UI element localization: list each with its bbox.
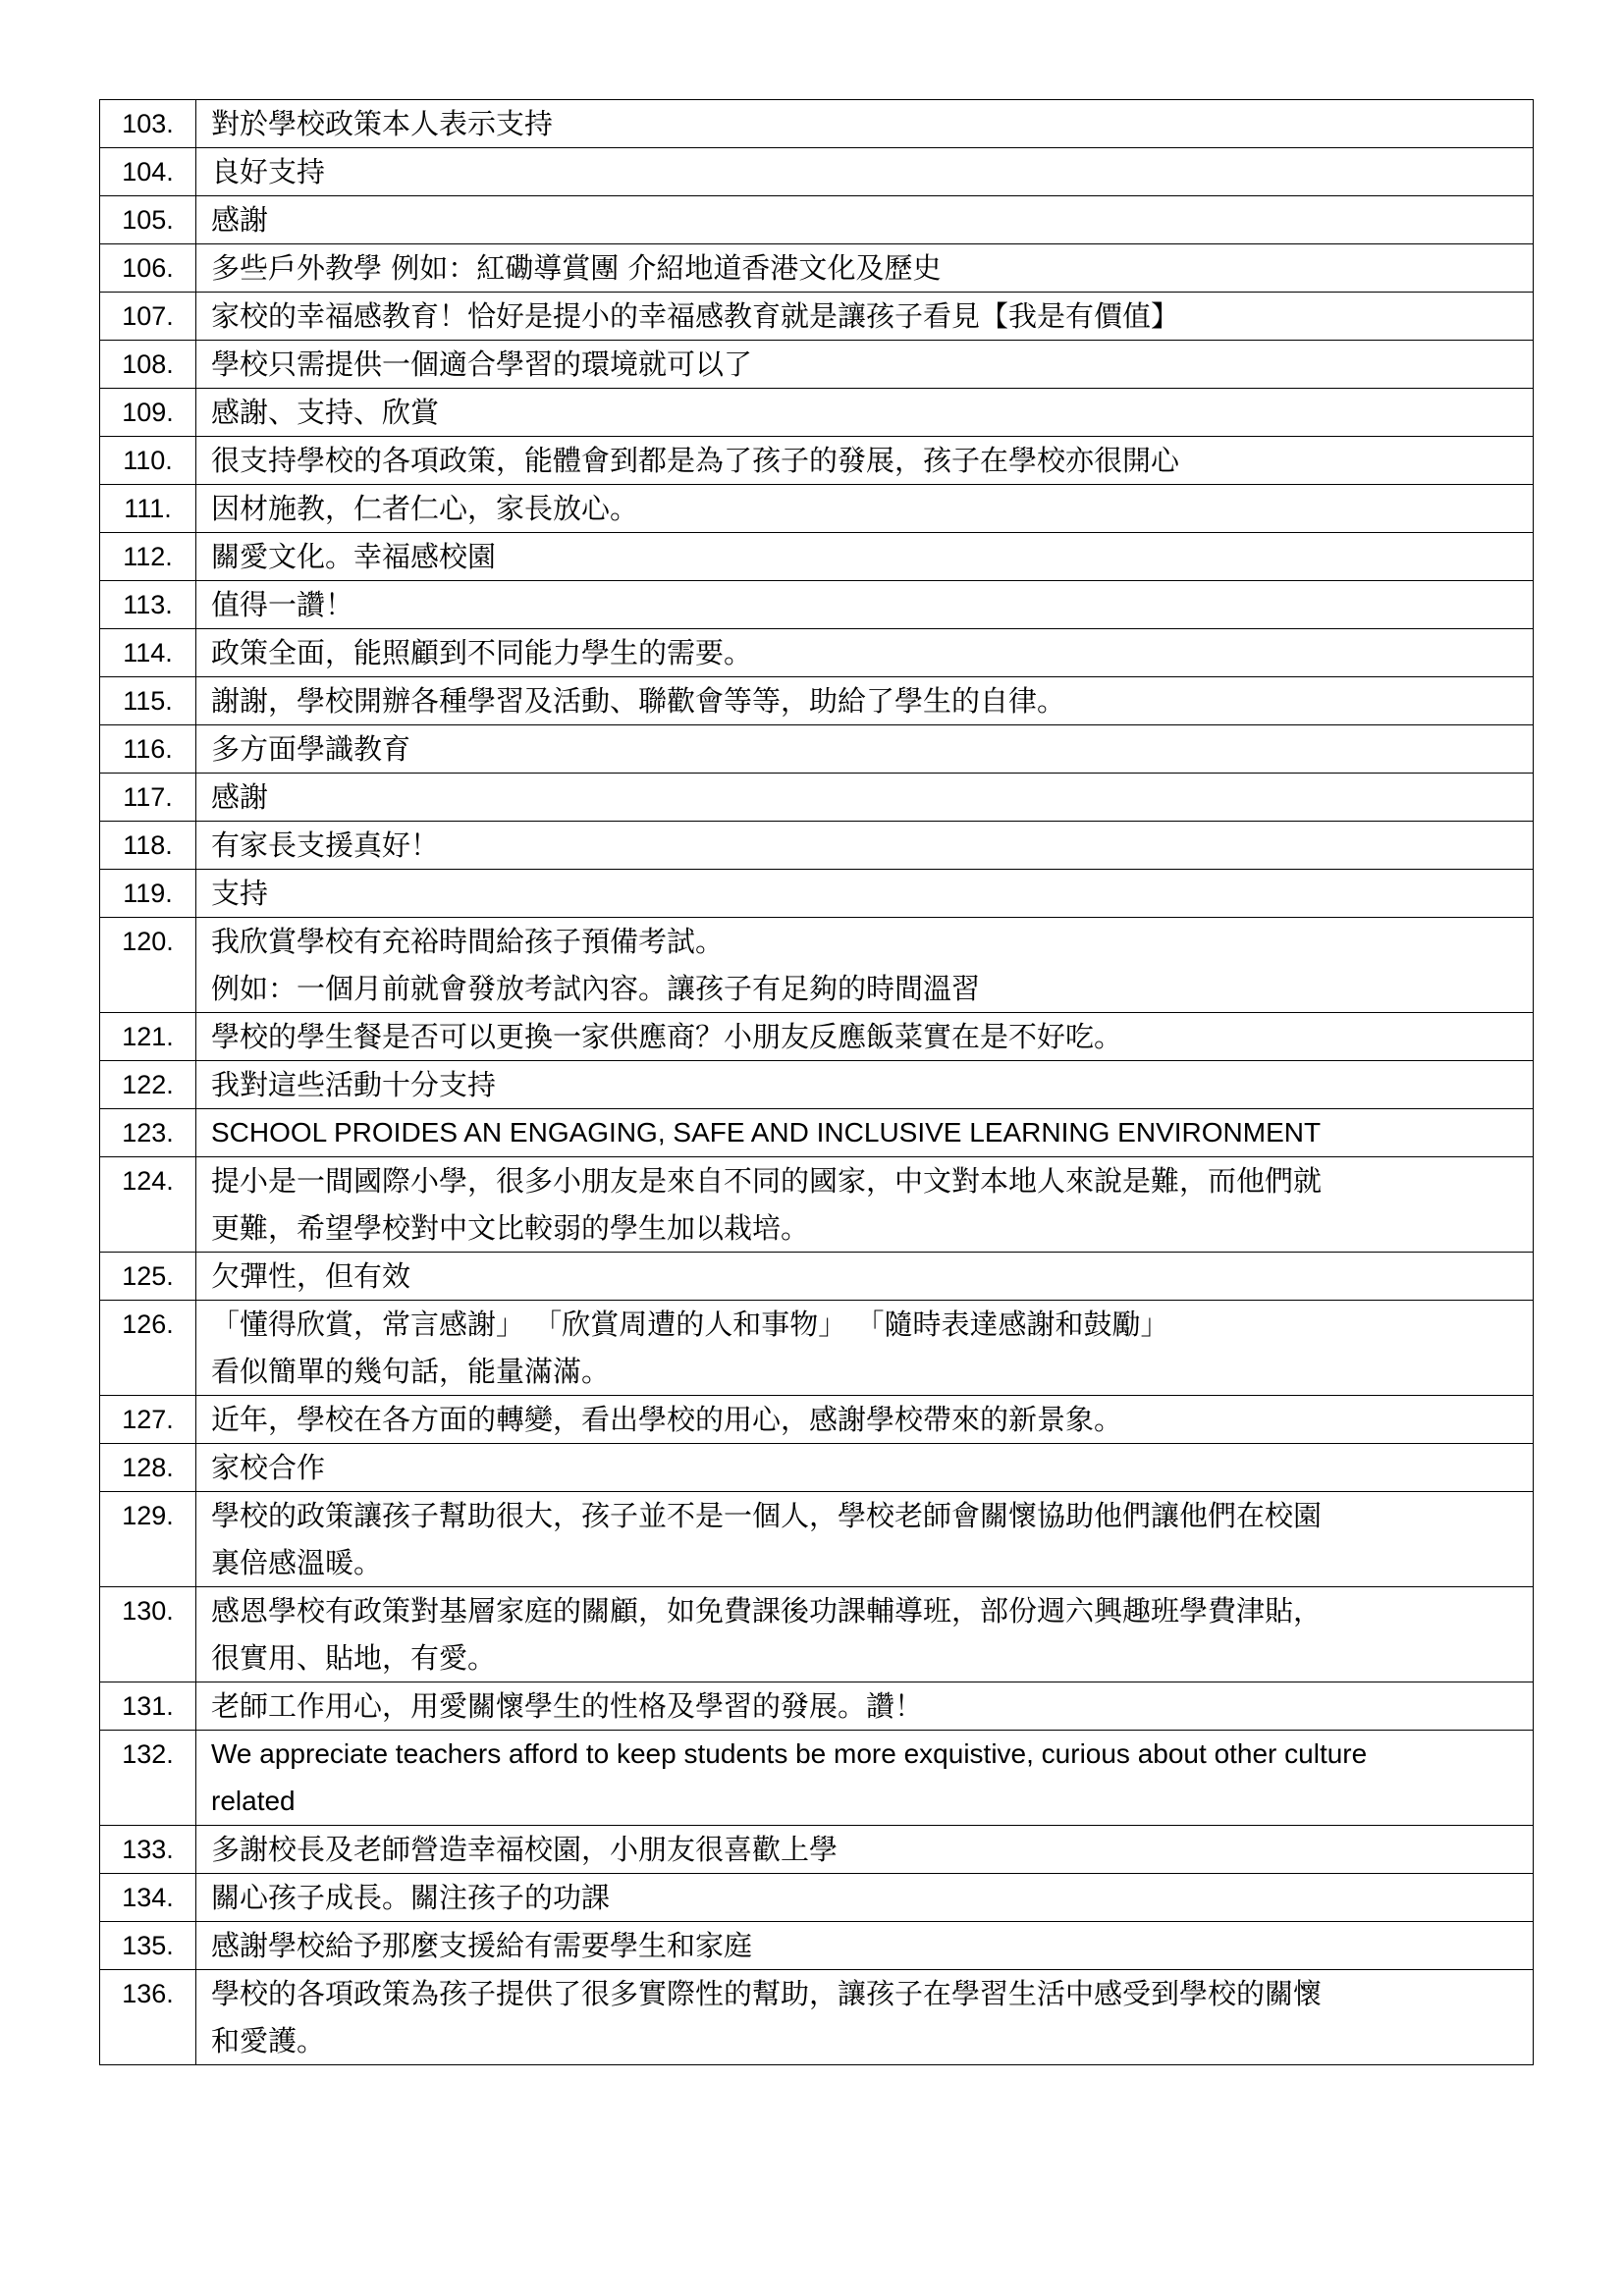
table-row (100, 341, 1534, 389)
row-number: 118. (100, 822, 196, 870)
feedback-line: 「懂得欣賞，常言感謝」 「欣賞周遭的人和事物」 「隨時表達感謝和鼓勵」 (211, 1308, 1169, 1341)
row-number: 119. (100, 870, 196, 918)
table-row (100, 1061, 1534, 1109)
feedback-text (196, 581, 1534, 629)
table-row (100, 1922, 1534, 1970)
table-row (100, 1587, 1534, 1682)
table-row (100, 1253, 1534, 1301)
feedback-text (196, 1301, 1534, 1396)
row-number: 120. (100, 918, 196, 1013)
feedback-line: 政策全面，能照顧到不同能力學生的需要。 (211, 636, 753, 669)
feedback-line: 看似簡單的幾句話，能量滿滿。 (211, 1355, 611, 1388)
feedback-line: 我欣賞學校有充裕時間給孩子預備考試。 (211, 925, 725, 958)
table-row (100, 1109, 1534, 1157)
row-number: 106. (100, 244, 196, 293)
feedback-text (196, 1109, 1534, 1157)
feedback-line: 關心孩子成長。關注孩子的功課 (211, 1881, 611, 1914)
feedback-line: 感謝學校給予那麼支援給有需要學生和家庭 (211, 1929, 753, 1962)
feedback-table (99, 99, 1534, 2065)
row-number: 115. (100, 677, 196, 725)
row-number: 124. (100, 1157, 196, 1253)
row-number: 107. (100, 293, 196, 341)
table-row (100, 293, 1534, 341)
feedback-text (196, 1492, 1534, 1587)
table-row (100, 677, 1534, 725)
feedback-text (196, 1731, 1534, 1826)
row-number: 108. (100, 341, 196, 389)
row-number: 123. (100, 1109, 196, 1157)
table-row (100, 822, 1534, 870)
feedback-line: 學校只需提供一個適合學習的環境就可以了 (211, 347, 753, 381)
feedback-text (196, 918, 1534, 1013)
row-number: 109. (100, 389, 196, 437)
feedback-line: 我對這些活動十分支持 (211, 1068, 497, 1101)
feedback-line: 學校的學生餐是否可以更換一家供應商？小朋友反應飯菜實在是不好吃。 (211, 1020, 1123, 1053)
feedback-text (196, 485, 1534, 533)
feedback-line: 支持 (211, 877, 269, 910)
row-number: 131. (100, 1682, 196, 1731)
row-number: 128. (100, 1444, 196, 1492)
feedback-text (196, 1922, 1534, 1970)
feedback-line: 謝謝，學校開辦各種學習及活動、聯歡會等等，助給了學生的自律。 (211, 684, 1066, 718)
feedback-line: We appreciate teachers afford to keep students be more exquistive, curious about other culture (211, 1738, 1368, 1769)
feedback-text (196, 533, 1534, 581)
row-number: 136. (100, 1970, 196, 2065)
feedback-text (196, 1013, 1534, 1061)
feedback-text (196, 244, 1534, 293)
feedback-text (196, 1157, 1534, 1253)
feedback-text (196, 725, 1534, 774)
feedback-text (196, 822, 1534, 870)
feedback-line: 家校的幸福感教育！恰好是提小的幸福感教育就是讓孩子看見【我是有價值】 (211, 299, 1180, 333)
feedback-text (196, 341, 1534, 389)
feedback-text (196, 1826, 1534, 1874)
table-row (100, 1444, 1534, 1492)
table-row (100, 244, 1534, 293)
table-row (100, 1492, 1534, 1587)
feedback-text (196, 774, 1534, 822)
table-row (100, 725, 1534, 774)
feedback-line: 學校的政策讓孩子幫助很大，孩子並不是一個人，學校老師會關懷協助他們讓他們在校園 (211, 1499, 1323, 1532)
row-number: 114. (100, 629, 196, 677)
row-number: 110. (100, 437, 196, 485)
feedback-line: 感謝、支持、欣賞 (211, 396, 440, 429)
table-row (100, 629, 1534, 677)
feedback-line: 和愛護。 (211, 2024, 326, 2057)
feedback-line: related (211, 1786, 296, 1816)
feedback-text (196, 1061, 1534, 1109)
table-row (100, 581, 1534, 629)
table-row (100, 1157, 1534, 1253)
feedback-text (196, 148, 1534, 196)
table-row (100, 870, 1534, 918)
feedback-line: 因材施教，仁者仁心，家長放心。 (211, 492, 639, 525)
feedback-line: 對於學校政策本人表示支持 (211, 107, 554, 140)
table-row (100, 1682, 1534, 1731)
row-number: 117. (100, 774, 196, 822)
feedback-line: 學校的各項政策為孩子提供了很多實際性的幫助，讓孩子在學習生活中感受到學校的關懷 (211, 1977, 1323, 2010)
row-number: 134. (100, 1874, 196, 1922)
feedback-line: 很支持學校的各項政策，能體會到都是為了孩子的發展，孩子在學校亦很開心 (211, 444, 1180, 477)
row-number: 121. (100, 1013, 196, 1061)
feedback-text (196, 1444, 1534, 1492)
table-row (100, 1731, 1534, 1826)
row-number: 133. (100, 1826, 196, 1874)
row-number: 103. (100, 100, 196, 148)
table-row (100, 389, 1534, 437)
feedback-line: 老師工作用心，用愛關懷學生的性格及學習的發展。讚！ (211, 1689, 924, 1723)
feedback-text (196, 293, 1534, 341)
feedback-text (196, 1253, 1534, 1301)
feedback-line: 近年，學校在各方面的轉變，看出學校的用心，感謝學校帶來的新景象。 (211, 1403, 1123, 1436)
feedback-line: 有家長支援真好！ (211, 828, 440, 862)
feedback-text (196, 437, 1534, 485)
row-number: 122. (100, 1061, 196, 1109)
table-row (100, 918, 1534, 1013)
table-row (100, 196, 1534, 244)
feedback-text (196, 100, 1534, 148)
row-number: 112. (100, 533, 196, 581)
feedback-line: 感恩學校有政策對基層家庭的關顧，如免費課後功課輔導班，部份週六興趣班學費津貼， (211, 1594, 1323, 1628)
row-number: 132. (100, 1731, 196, 1826)
feedback-line: 更難，希望學校對中文比較弱的學生加以栽培。 (211, 1211, 810, 1245)
table-row (100, 485, 1534, 533)
feedback-text (196, 1970, 1534, 2065)
table-row (100, 100, 1534, 148)
table-row (100, 1013, 1534, 1061)
feedback-text (196, 196, 1534, 244)
row-number: 116. (100, 725, 196, 774)
feedback-line: 家校合作 (211, 1451, 326, 1484)
feedback-text (196, 1587, 1534, 1682)
table-row (100, 437, 1534, 485)
row-number: 135. (100, 1922, 196, 1970)
row-number: 125. (100, 1253, 196, 1301)
row-number: 113. (100, 581, 196, 629)
feedback-line: 例如：一個月前就會發放考試內容。讓孩子有足夠的時間溫習 (211, 972, 981, 1005)
feedback-line: 良好支持 (211, 155, 326, 188)
table-row (100, 1970, 1534, 2065)
row-number: 127. (100, 1396, 196, 1444)
feedback-line: 值得一讚！ (211, 588, 354, 621)
feedback-text (196, 677, 1534, 725)
row-number: 129. (100, 1492, 196, 1587)
feedback-line: 很實用、貼地，有愛。 (211, 1641, 497, 1675)
row-number: 104. (100, 148, 196, 196)
row-number: 126. (100, 1301, 196, 1396)
feedback-text (196, 629, 1534, 677)
feedback-line: 裏倍感溫暖。 (211, 1546, 383, 1579)
feedback-line: 提小是一間國際小學，很多小朋友是來自不同的國家，中文對本地人來說是難，而他們就 (211, 1164, 1323, 1198)
feedback-text (196, 389, 1534, 437)
feedback-line: SCHOOL PROIDES AN ENGAGING, SAFE AND INCLUSIVE LEARNING ENVIRONMENT (211, 1117, 1322, 1148)
feedback-line: 多謝校長及老師營造幸福校園，小朋友很喜歡上學 (211, 1833, 839, 1866)
table-row (100, 1396, 1534, 1444)
feedback-line: 欠彈性，但有效 (211, 1259, 411, 1293)
row-number: 130. (100, 1587, 196, 1682)
feedback-line: 關愛文化。幸福感校園 (211, 540, 497, 573)
feedback-text (196, 1682, 1534, 1731)
feedback-text (196, 1396, 1534, 1444)
row-number: 111. (100, 485, 196, 533)
table-row (100, 533, 1534, 581)
feedback-text (196, 1874, 1534, 1922)
table-row (100, 148, 1534, 196)
feedback-line: 感謝 (211, 203, 269, 237)
row-number: 105. (100, 196, 196, 244)
feedback-line: 多方面學識教育 (211, 732, 411, 766)
feedback-text (196, 870, 1534, 918)
table-row (100, 774, 1534, 822)
table-row (100, 1301, 1534, 1396)
table-body (100, 100, 1534, 2065)
feedback-line: 多些戶外教學 例如：紅磡導賞團 介紹地道香港文化及歷史 (211, 251, 942, 285)
table-row (100, 1826, 1534, 1874)
table-row (100, 1874, 1534, 1922)
feedback-line: 感謝 (211, 780, 269, 814)
